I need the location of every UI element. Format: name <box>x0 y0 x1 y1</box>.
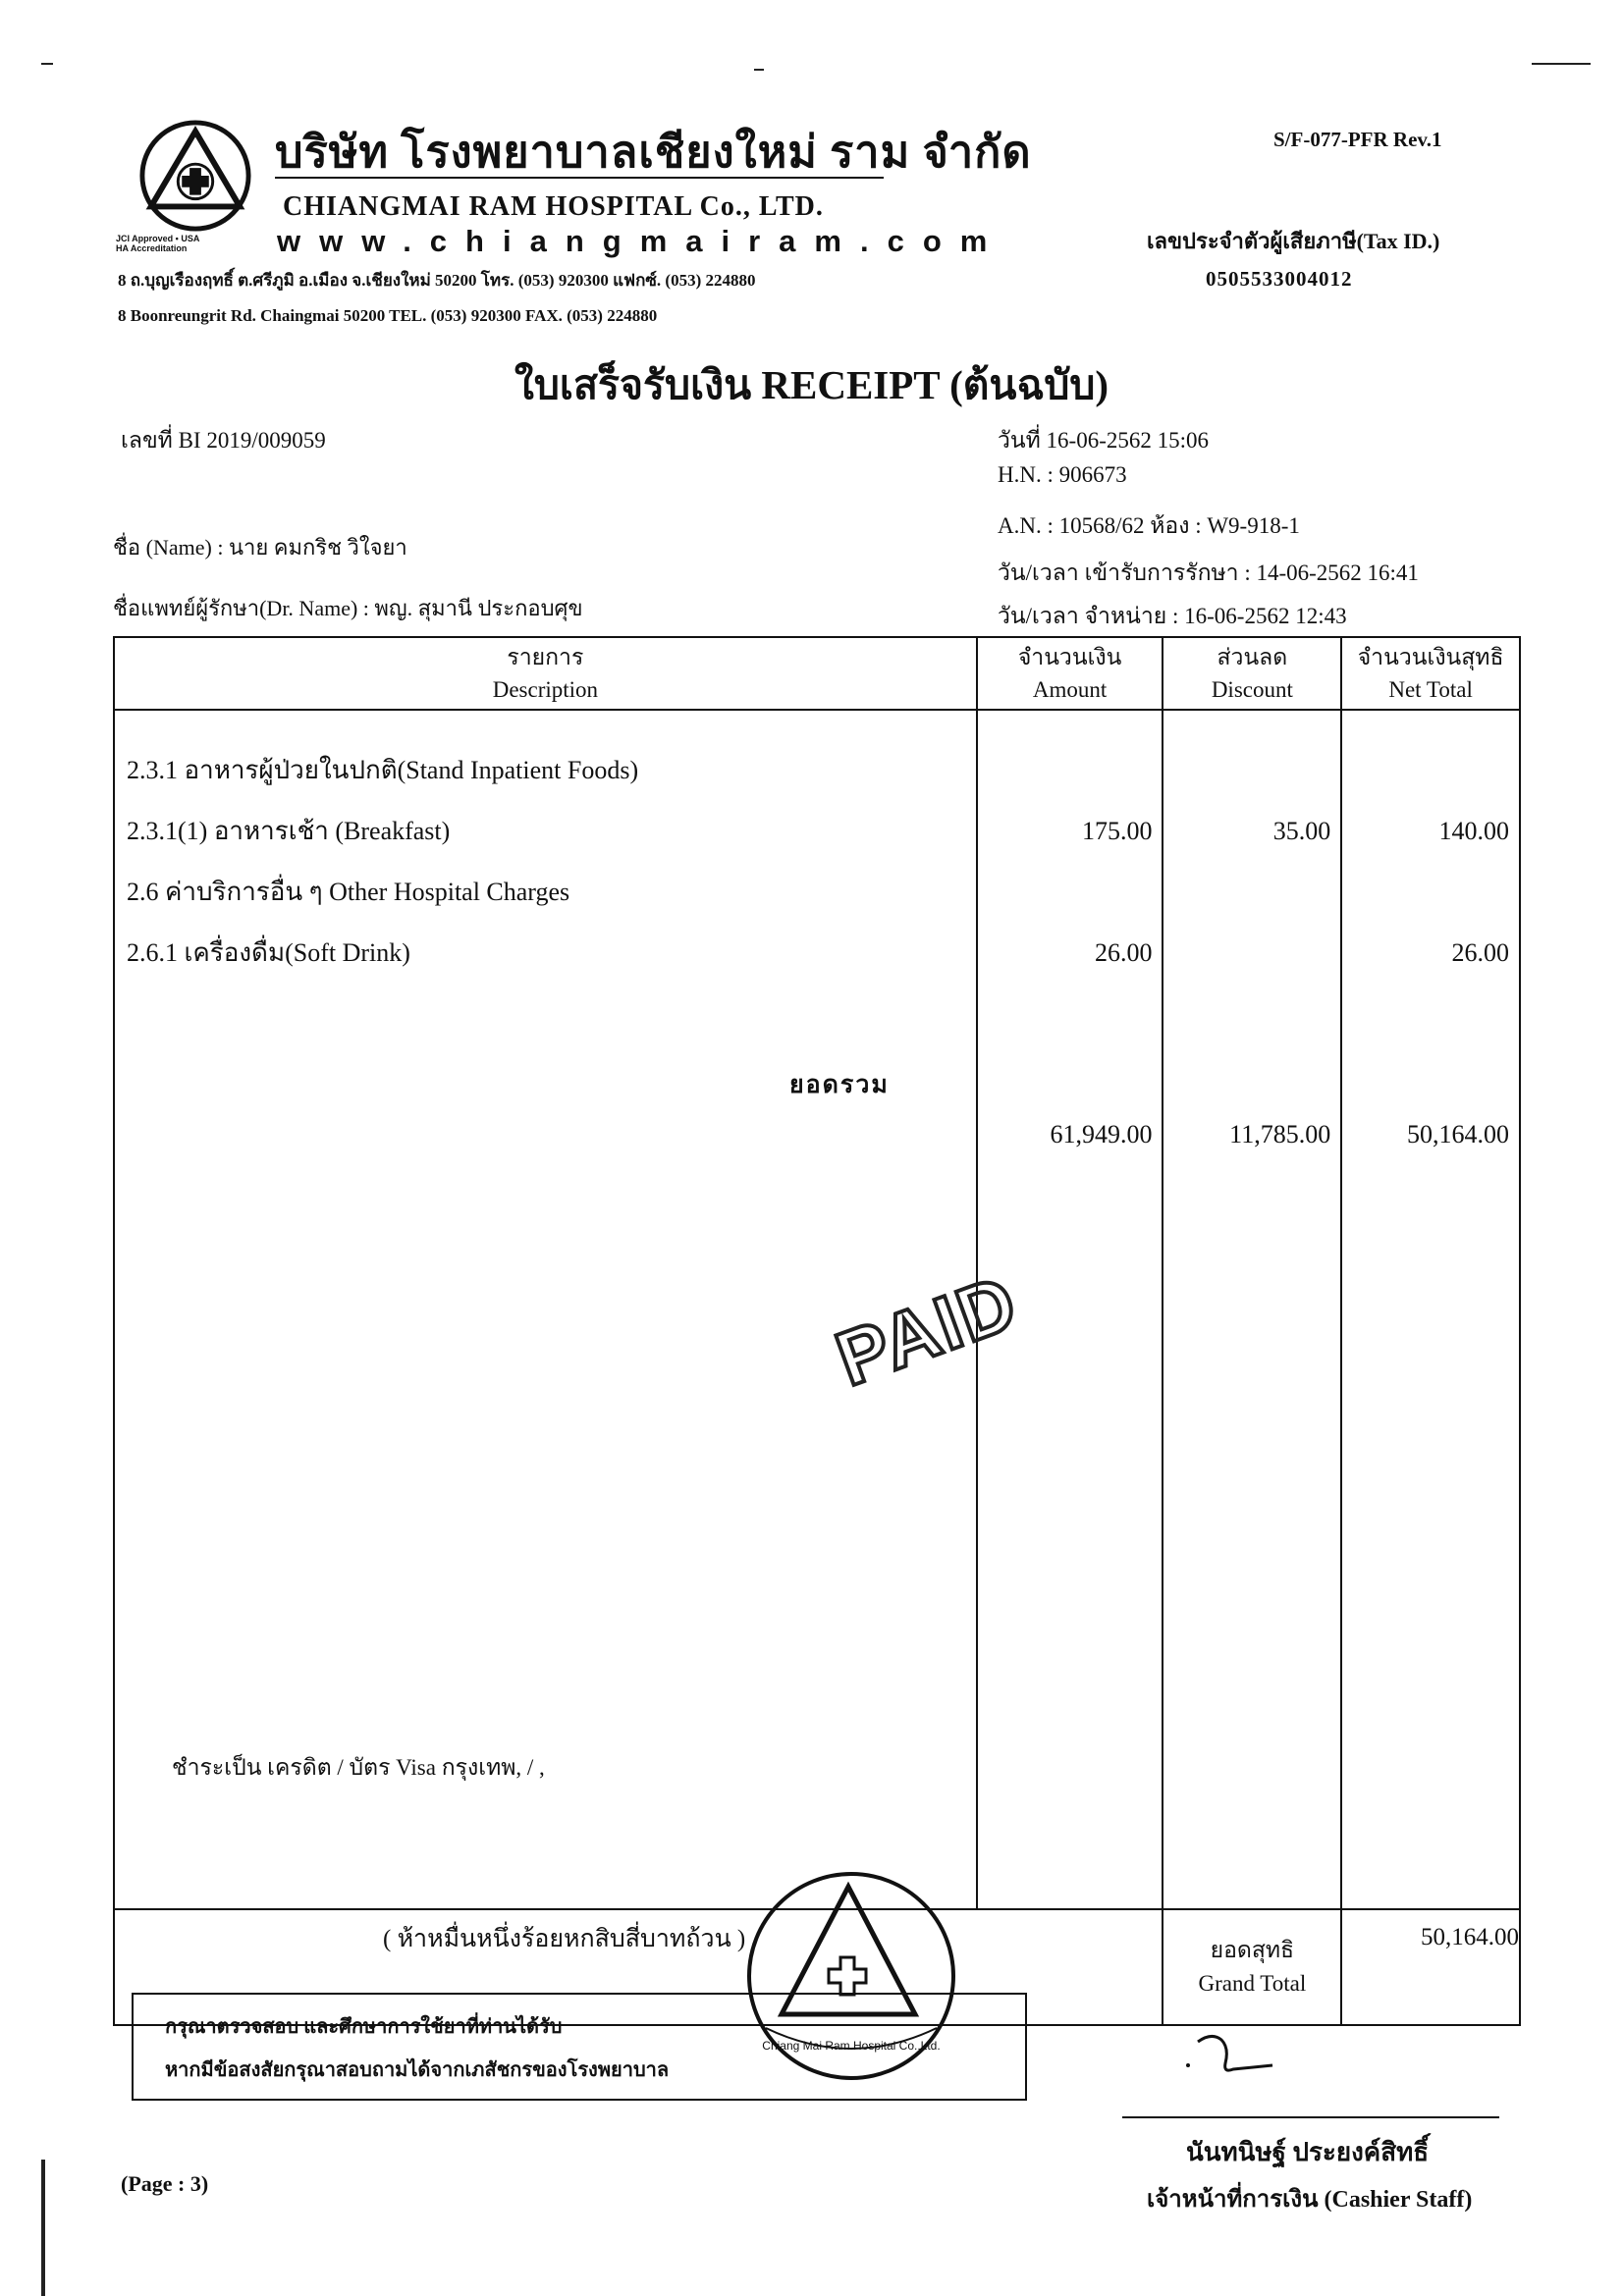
description-column <box>114 710 977 1909</box>
hospital-logo <box>137 118 253 234</box>
website-url: www.chiangmairam.com <box>277 224 1006 258</box>
page-number: (Page : 3) <box>121 2171 209 2196</box>
scan-mark <box>754 69 764 71</box>
line-item-description: 2.6.1 เครื่องดื่ม(Soft Drink) <box>127 938 410 967</box>
cashier-signature <box>1178 2012 1286 2091</box>
scan-mark <box>1532 63 1591 65</box>
net-total-column <box>1341 710 1520 1909</box>
company-name-thai: บริษัท โรงพยาบาลเชียงใหม่ ราม จำกัด <box>275 128 1032 177</box>
hospital-number: H.N. : 906673 <box>998 462 1127 487</box>
subtotal-net: 50,164.00 <box>1407 1120 1509 1148</box>
signature-line <box>1122 2116 1499 2118</box>
net-total-header: จำนวนเงินสุทธิ Net Total <box>1341 637 1520 710</box>
receipt-items-table <box>113 636 1521 2026</box>
note-line: กรุณาตรวจสอบ และศึกษาการใช้ยาที่ท่านได้รับ <box>165 2016 563 2038</box>
accreditation-mark: JCI Approved • USA HA Accreditation <box>116 234 200 253</box>
line-item-discount: 35.00 <box>1272 817 1331 845</box>
tax-id-label: เลขประจำตัวผู้เสียภาษี(Tax ID.) <box>1147 229 1440 253</box>
line-item-description: 2.6 ค่าบริการอื่น ๆ Other Hospital Charges <box>127 878 570 906</box>
subtotal-amount: 61,949.00 <box>1050 1120 1153 1148</box>
document-title: ใบเสร็จรับเงิน RECEIPT (ต้นฉบับ) <box>514 362 1109 407</box>
cashier-title: เจ้าหน้าที่การเงิน (Cashier Staff) <box>1147 2187 1473 2213</box>
address-english: 8 Boonreungrit Rd. Chaingmai 50200 TEL. (053) 920300 FAX. (053) 224880 <box>118 306 658 325</box>
grand-total-value: 50,164.00 <box>1341 1909 1520 2025</box>
table-body-row <box>114 710 1520 1909</box>
scan-edge <box>41 2160 45 2296</box>
grand-total-label: ยอดสุทธิ Grand Total <box>1163 1909 1341 2025</box>
line-item-description: 2.3.1(1) อาหารเช้า (Breakfast) <box>127 817 451 845</box>
description-header: รายการ Description <box>114 637 977 710</box>
discharge-datetime: วัน/เวลา จำหน่าย : 16-06-2562 12:43 <box>998 604 1347 628</box>
seal-text: Chiang Mai Ram Hospital Co.,Ltd. <box>762 2039 941 2053</box>
form-code: S/F-077-PFR Rev.1 <box>1273 128 1442 151</box>
company-name-english: CHIANGMAI RAM HOSPITAL Co., LTD. <box>283 191 824 222</box>
patient-name: ชื่อ (Name) : นาย คมกริช วิใจยา <box>113 535 407 560</box>
scan-mark <box>41 63 53 65</box>
payment-method: ชำระเป็น เครดิต / บัตร Visa กรุงเทพ, / , <box>172 1755 545 1780</box>
line-item-discount <box>1163 923 1340 984</box>
company-name-underline <box>275 177 884 179</box>
doctor-name: ชื่อแพทย์ผู้รักษา(Dr. Name) : พญ. สุมานี ประกอบศุข <box>113 596 583 620</box>
address-thai: 8 ถ.บุญเรืองฤทธิ์ ต.ศรีภูมิ อ.เมือง จ.เชียงใหม่ 50200 โทร. (053) 920300 แฟกซ์. (053) 224880 <box>118 271 756 290</box>
line-item-net: 26.00 <box>1451 938 1509 967</box>
line-item-amount: 26.00 <box>1094 938 1153 967</box>
amount-header: จำนวนเงิน Amount <box>977 637 1163 710</box>
table-header-row <box>114 637 1520 710</box>
discount-header: ส่วนลด Discount <box>1163 637 1341 710</box>
receipt-number: เลขที่ BI 2019/009059 <box>121 428 326 453</box>
note-line: หากมีข้อสงสัยกรุณาสอบถามได้จากเภสัชกรของโรงพยาบาล <box>165 2059 670 2081</box>
discount-column <box>1163 710 1341 1909</box>
admit-datetime: วัน/เวลา เข้ารับการรักษา : 14-06-2562 16:41 <box>998 561 1419 585</box>
amount-in-words: ( ห้าหมื่นหนึ่งร้อยหกสิบสี่บาทถ้วน ) <box>383 1926 746 1952</box>
tax-id-value: 0505533004012 <box>1206 267 1353 291</box>
receipt-date: วันที่ 16-06-2562 15:06 <box>998 428 1210 453</box>
paid-stamp: PAID <box>825 1257 1029 1403</box>
line-item-amount: 175.00 <box>1081 817 1153 845</box>
cashier-name: นันทนิษฐ์ ประยงค์สิทธิ์ <box>1186 2138 1430 2166</box>
admission-number-room: A.N. : 10568/62 ห้อง : W9-918-1 <box>998 513 1300 538</box>
subtotal-label: ยอดรวม <box>789 1072 890 1098</box>
hospital-seal-stamp <box>742 1867 960 2085</box>
subtotal-discount: 11,785.00 <box>1229 1120 1331 1148</box>
line-item-net: 140.00 <box>1438 817 1509 845</box>
line-item-description: 2.3.1 อาหารผู้ป่วยในปกติ(Stand Inpatient Foods) <box>127 756 639 784</box>
